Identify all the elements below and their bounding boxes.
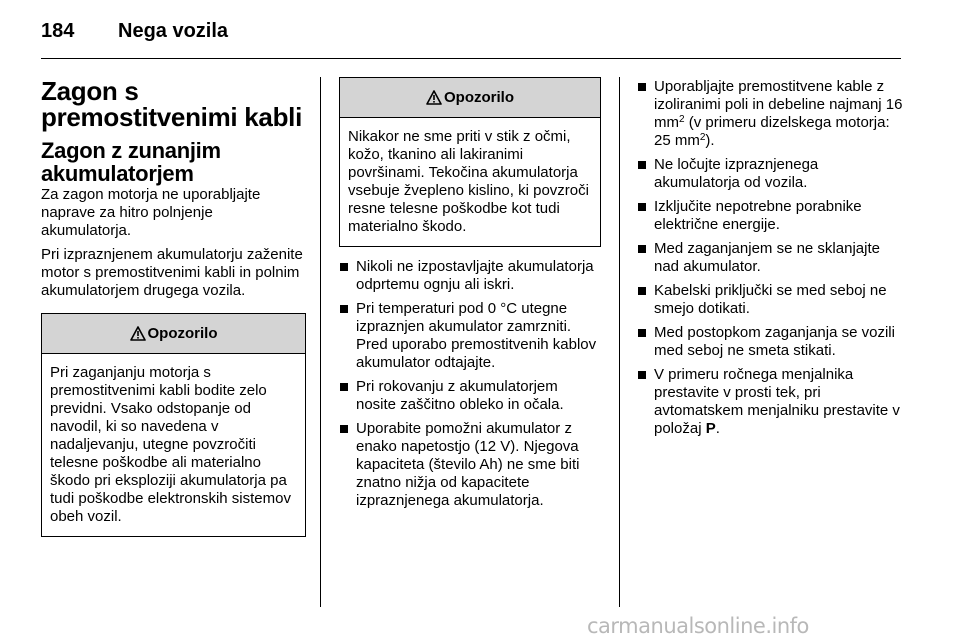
list-item: Kabelski priključki se med seboj ne smejo dotikati.: [637, 282, 905, 318]
column-2: [339, 78, 601, 516]
warning-text: Pri zaganjanju motorja s premostitvenimi kabli bodite zelo previdni. Vsako odstopanje od navodil, ki so navedena v nadaljevanju, utegne povzročiti telesne poškodbe ali materialno škodo pri eksploziji akumulatorja pa tudi poškodbe elektronskih sistemov obeh vozil.: [50, 364, 291, 525]
section-heading: Zagon s premostitvenimi kabli: [41, 76, 303, 132]
watermark: carmanualsonline.info: [587, 614, 809, 638]
bullet-list: [339, 258, 601, 510]
warning-box-1: [41, 313, 306, 537]
bullet-square-icon: [638, 329, 646, 337]
paragraph-2: Pri izpraznjenem akumulatorju zaženite motor s premostitvenimi kabli in polnim akumulatorjem drugega vozila.: [41, 246, 303, 299]
list-item: V primeru ročnega menjalnika prestavite v prosti tek, pri avtomatskem menjalniku prestavite v položaj P.: [637, 366, 905, 438]
paragraph-1: Za zagon motorja ne uporabljajte naprave za hitro polnjenje akumulatorja.: [41, 186, 261, 239]
bullet-square-icon: [340, 383, 348, 391]
warning-label: Opozorilo: [147, 325, 218, 342]
list-item: Uporabite pomožni akumulator z enako napetostjo (12 V). Njegova kapaciteta (število Ah) ne sme biti znatno nižja od kapacitete izpraznjenega akumulatorja.: [339, 420, 601, 510]
bullet-square-icon: [340, 425, 348, 433]
list-item: Ne ločujte izpraznjenega akumulatorja od vozila.: [637, 156, 905, 192]
warning-text: Nikakor ne sme priti v stik z očmi, kožo, tkanino ali lakiranimi površinami. Tekočina akumulatorja vsebuje žvepleno kislino, ki povzroči resne telesne poškodbe kot tudi materialno škodo.: [348, 128, 589, 235]
list-item: Med zaganjanjem se ne sklanjajte nad akumulator.: [637, 240, 905, 276]
warning-header: [340, 78, 600, 118]
bullet-square-icon: [340, 263, 348, 271]
page-number: 184: [41, 20, 75, 42]
warning-box-2: [339, 77, 601, 247]
warning-header: [42, 314, 305, 354]
bullet-square-icon: [638, 161, 646, 169]
bullet-square-icon: [340, 305, 348, 313]
warning-triangle-icon: [130, 326, 146, 341]
bullet-square-icon: [638, 245, 646, 253]
list-item: Izključite nepotrebne porabnike električne energije.: [637, 198, 905, 234]
bullet-square-icon: [638, 287, 646, 295]
bullet-square-icon: [638, 83, 646, 91]
header-rule: [41, 58, 901, 59]
list-item: Nikoli ne izpostavljajte akumulatorja odprtemu ognju ali iskri.: [339, 258, 601, 294]
warning-label: Opozorilo: [444, 89, 514, 106]
bullet-list: [637, 78, 905, 438]
column-divider-2: [619, 77, 620, 607]
list-item: Uporabljajte premostitvene kable z izoliranimi poli in debeline najmanj 16 $mm^2$ (v primeru dizelskega motorja: 25 $mm^2$).: [637, 78, 905, 150]
warning-triangle-icon: [426, 90, 442, 105]
bullet-square-icon: [638, 371, 646, 379]
column-divider-1: [320, 77, 321, 607]
column-1: [41, 78, 306, 537]
column-3: [637, 78, 905, 444]
bullet-square-icon: [638, 203, 646, 211]
list-item: Med postopkom zaganjanja se vozili med seboj ne smeta stikati.: [637, 324, 905, 360]
list-item: Pri temperaturi pod 0 °C utegne izpraznjen akumulator zamrzniti. Pred uporabo premostitvenih kablov akumulator odtajajte.: [339, 300, 601, 372]
subsection-heading: Zagon z zunanjim akumulatorjem: [41, 138, 221, 186]
section-title: Nega vozila: [118, 20, 229, 42]
list-item: Pri rokovanju z akumulatorjem nosite zaščitno obleko in očala.: [339, 378, 601, 414]
